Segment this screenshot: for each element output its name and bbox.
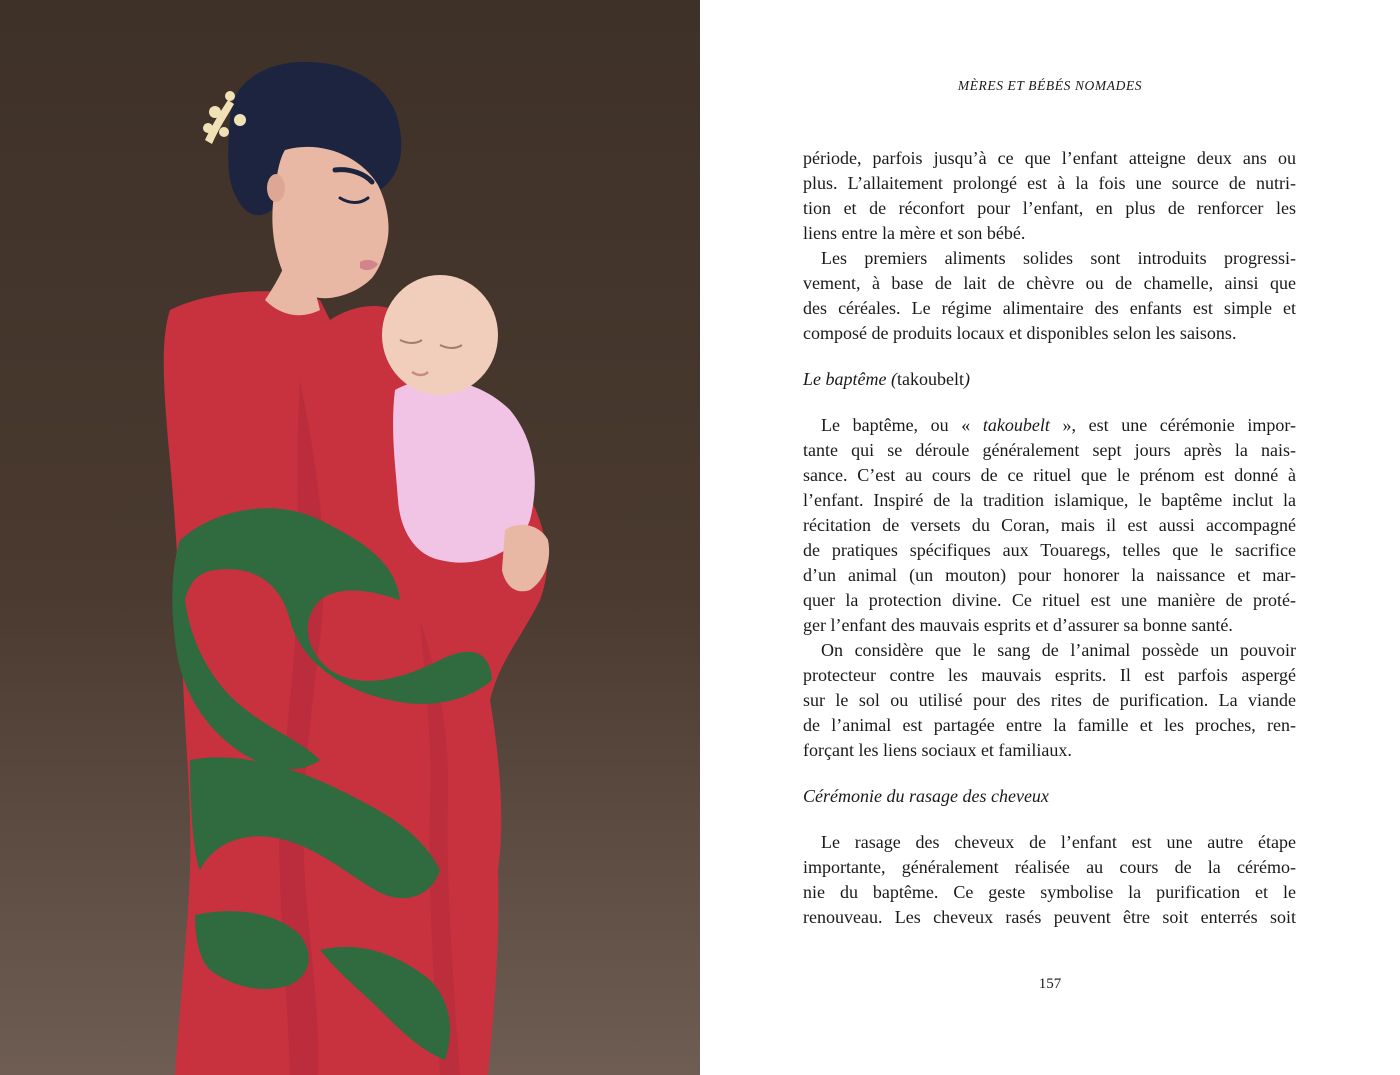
subhead-close: ) [963,369,970,389]
text-line: protecteur contre les mauvais esprits. Il est parfois aspergé [803,665,1296,685]
paragraph [803,146,1296,246]
paragraph [803,830,1296,930]
text-line: sance. C’est au cours de ce rituel que le prénom est donné à [803,465,1296,485]
text-line: période, parfois jusqu’à ce que l’enfant atteigne deux ans ou [803,148,1296,168]
text-run: », est une cérémonie impor- [1049,415,1296,435]
paragraph [803,246,1296,346]
text-line: d’un animal (un mouton) pour honorer la naissance et mar- [803,565,1296,585]
text-line: Le rasage des cheveux de l’enfant est une autre étape [821,832,1296,852]
text-line: vement, à base de lait de chèvre ou de chamelle, ainsi que [803,273,1296,293]
text-page [700,0,1400,1075]
spacer [803,763,1296,784]
body-text [803,146,1296,930]
spacer [803,392,1296,413]
text-line: tante qui se déroule généralement sept jours après la nais- [803,440,1296,460]
baby-head [382,275,498,395]
text-line: l’enfant. Inspiré de la tradition islamique, le baptême inclut la [803,490,1296,510]
text-line: tion et de réconfort pour l’enfant, en plus de renforcer les [803,198,1296,218]
text-line: des céréales. Le régime alimentaire des enfants est simple et [803,298,1296,318]
text-line: de pratiques spécifiques aux Touaregs, telles que le sacrifice [803,540,1296,560]
text-line: nie du baptême. Ce geste symbolise la purification et le [803,882,1296,902]
text-line: de l’animal est partagée entre la famille et les proches, ren- [803,715,1296,735]
text-line: composé de produits locaux et disponibles selon les saisons. [803,323,1237,343]
text-line: forçant les liens sociaux et familiaux. [803,740,1072,760]
text-line: ger l’enfant des mauvais esprits et d’assurer sa bonne santé. [803,615,1233,635]
section-heading-rasage: Cérémonie du rasage des cheveux [803,786,1049,806]
text-line: quer la protection divine. Ce rituel est une manière de proté- [803,590,1296,610]
ear [267,174,285,202]
subhead-italic: Le baptême ( [803,369,897,389]
page-number: 157 [1038,976,1062,992]
text-line: On considère que le sang de l’animal possède un pouvoir [821,640,1296,660]
running-head: MÈRES ET BÉBÉS NOMADES [957,78,1143,93]
paragraph [803,413,1296,638]
text-run-italic: takoubelt [982,415,1050,435]
text-line: sur le sol ou utilisé pour des rites de purification. La viande [803,690,1296,710]
text-line: plus. L’allaitement prolongé est à la fois une source de nutri- [803,173,1296,193]
subhead-roman: takoubelt [896,369,964,389]
text-line: importante, généralement réalisée au cours de la cérémo- [803,857,1296,877]
paragraph [803,638,1296,763]
text-line: Les premiers aliments solides sont introduits progressi- [821,248,1296,268]
section-heading-bapteme [803,367,1296,392]
text-line: liens entre la mère et son bébé. [803,223,1026,243]
spacer [803,809,1296,830]
text-line: renouveau. Les cheveux rasés peuvent être soit enterrés soit [803,907,1296,927]
text-line: récitation de versets du Coran, mais il est aussi accompagné [803,515,1296,535]
text-run: Le baptême, ou « [821,415,983,435]
text-line [803,413,1296,438]
spacer [803,346,1296,367]
